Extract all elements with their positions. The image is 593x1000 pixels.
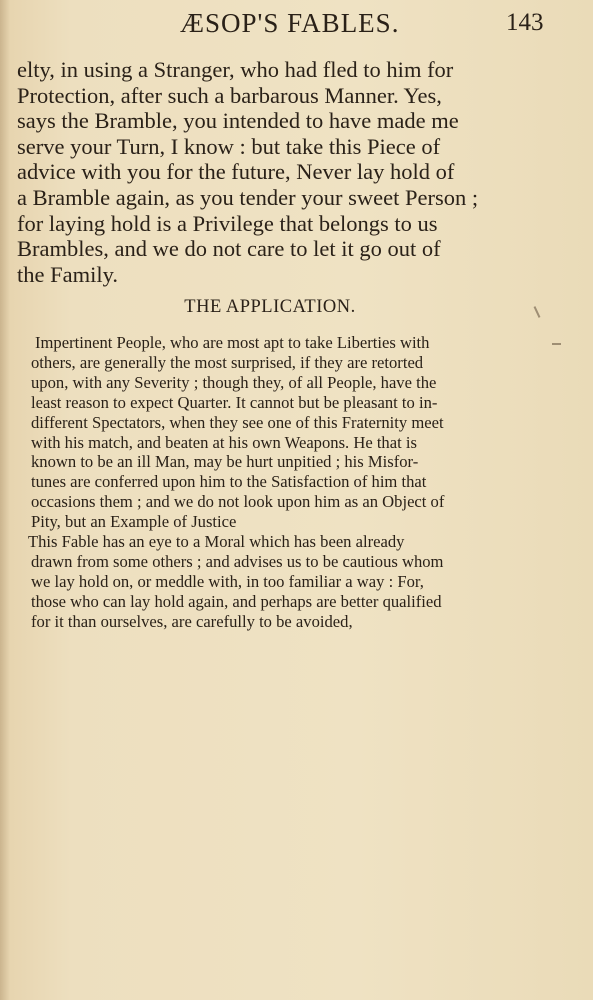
application-line: different Spectators, when they see one of this Fraternity meet xyxy=(31,412,444,432)
fable-text xyxy=(17,57,552,287)
application-line: Impertinent People, who are most apt to take Liberties with xyxy=(35,333,430,352)
margin-mark xyxy=(552,343,561,345)
application-line: This Fable has an eye to a Moral which has been already xyxy=(28,532,405,552)
application-heading: THE APPLICATION. xyxy=(184,297,356,317)
fable-line: advice with you for the future, Never lay hold of xyxy=(17,159,455,185)
running-head xyxy=(0,6,593,40)
fable-line: serve your Turn, I know : but take this Piece of xyxy=(17,133,441,159)
fable-line: the Family. xyxy=(17,261,119,287)
application-line: for it than ourselves, are carefully to be avoided, xyxy=(31,611,353,631)
application-line: Pity, but an Example of Justice xyxy=(31,512,237,532)
fable-line: Brambles, and we do not care to let it go out of xyxy=(17,236,441,262)
fable-line: Protection, after such a barbarous Manner. Yes, xyxy=(17,82,442,108)
application-line: those who can lay hold again, and perhaps are better qualified xyxy=(31,591,442,611)
application-line: known to be an ill Man, may be hurt unpitied ; his Misfor- xyxy=(31,452,419,472)
application-line: upon, with any Severity ; though they, of all People, have the xyxy=(31,372,437,392)
application-text xyxy=(28,333,547,632)
fable-line: for laying hold is a Privilege that belongs to us xyxy=(17,210,438,236)
fable-line: a Bramble again, as you tender your sweet Person ; xyxy=(17,184,479,210)
fable-line: elty, in using a Stranger, who had fled to him for xyxy=(17,57,454,82)
application-line: others, are generally the most surprised, if they are retorted xyxy=(31,352,424,372)
application-line: tunes are conferred upon him to the Satisfaction of him that xyxy=(31,472,427,492)
application-line: least reason to expect Quarter. It cannot but be pleasant to in- xyxy=(31,392,438,412)
application-line: with his match, and beaten at his own Weapons. He that is xyxy=(31,432,417,452)
application-line: occasions them ; and we do not look upon him as an Object of xyxy=(31,492,445,512)
gutter-shadow xyxy=(0,0,10,1000)
page-number: 143 xyxy=(506,9,544,36)
running-title: ÆSOP'S FABLES. xyxy=(180,8,400,38)
fable-line: says the Bramble, you intended to have made me xyxy=(17,108,459,134)
application-line: drawn from some others ; and advises us to be cautious whom xyxy=(31,551,444,571)
application-line: we lay hold on, or meddle with, in too familiar a way : For, xyxy=(31,571,424,591)
